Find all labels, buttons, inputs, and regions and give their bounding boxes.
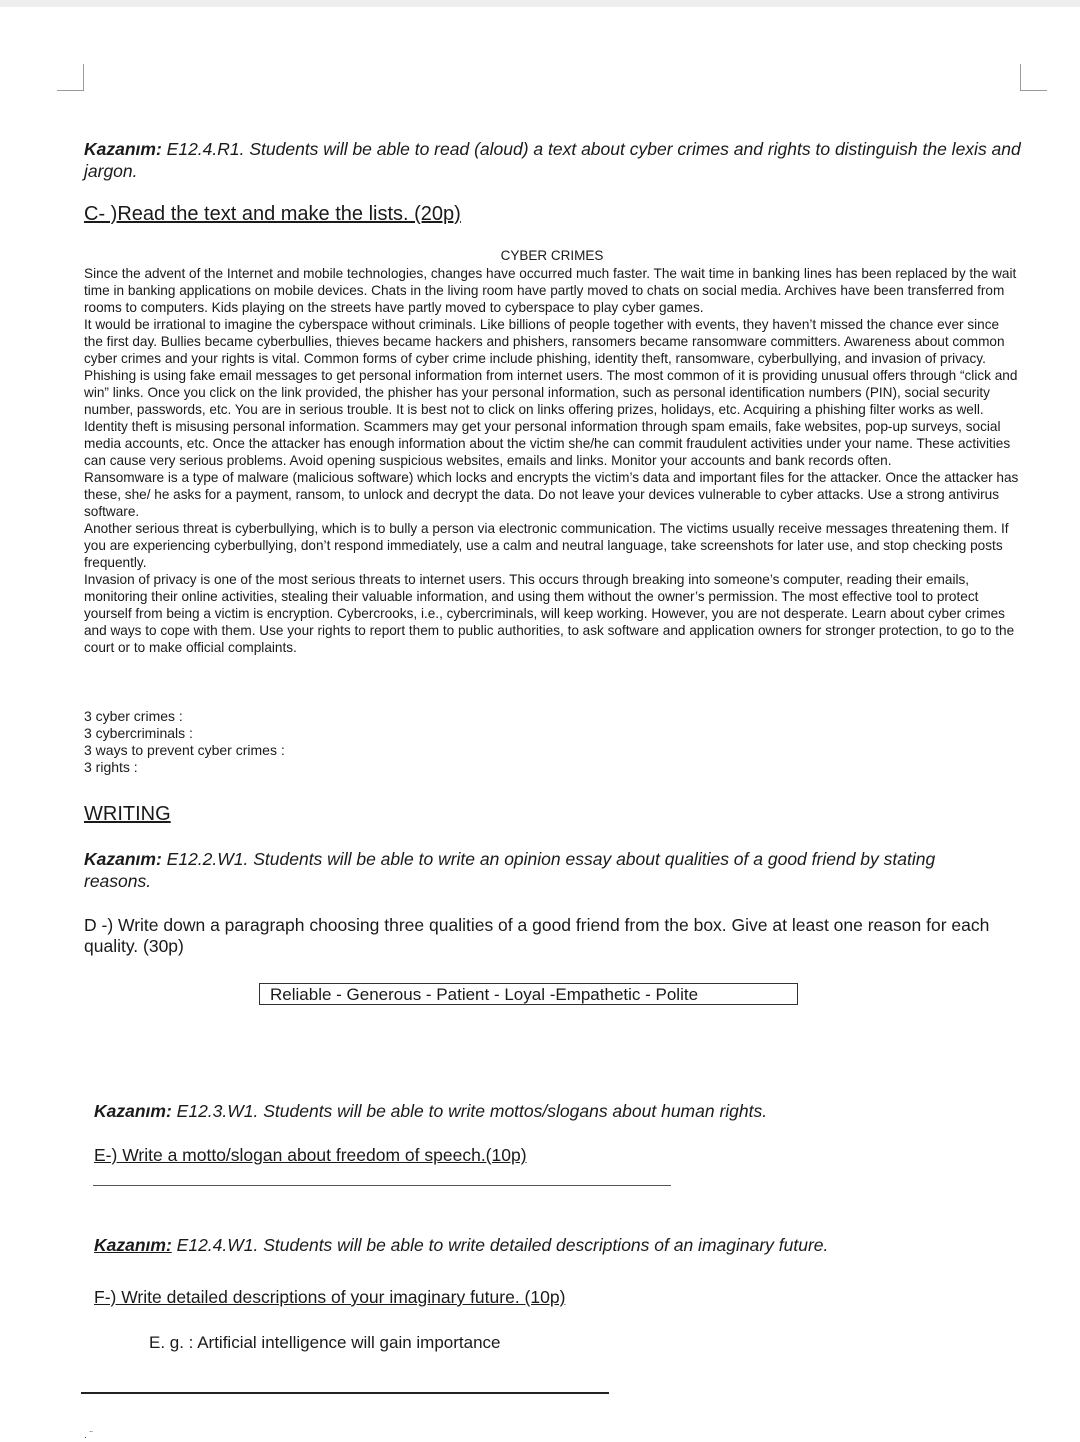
passage-paragraph: It would be irrational to imagine the cyberspace without criminals. Like billions of people together with events, they haven’t missed the chance ever since the first day. Bullies became cyberbullies, thieves became hackers and phishers, ransomers became ransomware committers. Awareness about common cyber crimes and your rights is vital. Common forms of cyber crime include phishing, identity theft, ransomware, cyberbullying, and invasion of privacy. (84, 317, 1005, 366)
passage-title: CYBER CRIMES (500, 248, 604, 263)
objective-f (94, 1234, 994, 1256)
list-prompt-rights: 3 rights : (84, 759, 138, 775)
answer-line-f[interactable] (81, 1392, 609, 1394)
passage-paragraph: Another serious threat is cyberbullying, which is to bully a person via electronic communication. The victims usually receive messages threatening them. If you are experiencing cyberbullying, don’t respond immediately, use a calm and neutral language, take screenshots for later use, and stop checking posts frequently. (84, 521, 1009, 570)
list-prompt-cyber-crimes: 3 cyber crimes : (84, 708, 183, 724)
passage-paragraph: Ransomware is a type of malware (malicious software) which locks and encrypts the victim’s data and important files for the attacker. Once the attacker has these, she/ he asks for a payment, ransom, to unlock and decrypt the data. Do not leave your devices vulnerable to cyber attacks. Use a strong antivirus software. (84, 470, 1019, 519)
passage-paragraph: Phishing is using fake email messages to get personal information from internet users. The most common of it is providing unusual offers through “click and win” links. Once you click on the link provided, the phisher has your personal information, such as personal identification numbers (PIN), social security number, passwords, etc. You are in serious trouble. It is best not to click on links offering prizes, holidays, etc. Acquiring a phishing filter works as well. Identity theft is misusing personal information. Scammers may get your personal information through spam emails, fake websites, pop-up surveys, social media accounts, etc. Once the attacker has enough information about the victim she/he can commit fraudulent activities under your name. These activities can cause very serious problems. Avoid opening suspicious websites, emails and links. Monitor your accounts and bank records often. (84, 368, 1018, 468)
section-e-heading: E-) Write a motto/slogan about freedom of speech.(10p) (94, 1145, 527, 1165)
section-f-heading: F-) Write detailed descriptions of your imaginary future. (10p) (94, 1287, 566, 1307)
writing-heading: WRITING (84, 803, 171, 825)
objective-text: E12.4.R1. Students will be able to read (aloud) a text about cyber crimes and rights to distinguish the lexis and jargon. (84, 139, 1021, 181)
qualities-box: Reliable - Generous - Patient - Loyal -Empathetic - Polite (259, 983, 798, 1005)
task-d: D -) Write down a paragraph choosing three qualities of a good friend from the box. Give at least one reason for each quality. (30p) (84, 915, 990, 956)
objective-e (94, 1100, 994, 1122)
example-sentence: E. g. : Artificial intelligence will gain importance (149, 1333, 501, 1352)
objective-c (84, 138, 1024, 182)
objective-label: Kazanım: (84, 849, 162, 869)
section-c-heading: C- )Read the text and make the lists. (20p) (84, 203, 461, 225)
objective-label: Kazanım: (84, 139, 162, 159)
passage-paragraph: Invasion of privacy is one of the most serious threats to internet users. This occurs through breaking into someone’s computer, reading their emails, monitoring their online activities, stealing their valuable information, and using them without the owner’s permission. The most effective tool to protect yourself from being a victim is encryption. Cybercrooks, i.e., cybercriminals, will keep working. However, you are not desperate. Learn about cyber crimes and ways to cope with them. Use your rights to report them to public authorities, to ask software and application owners for stronger protection, to go to the court or to make official complaints. (84, 572, 1015, 655)
objective-label: Kazanım: (94, 1235, 172, 1255)
objective-text: E12.3.W1. Students will be able to write mottos/slogans about human rights. (171, 1101, 768, 1121)
objective-text: E12.2.W1. Students will be able to write an opinion essay about qualities of a good friend by stating reasons. (84, 849, 936, 891)
objective-label: Kazanım: (94, 1101, 172, 1121)
passage-paragraph: Since the advent of the Internet and mobile technologies, changes have occurred much faster. The wait time in banking lines has been replaced by the wait time in banking applications on mobile devices. Chats in the living room have partly moved to chats on social media. Archives have been transferred from rooms to computers. Kids playing on the streets have partly moved to cyberspace to play cyber games. (84, 266, 1017, 315)
objective-d (84, 848, 984, 892)
passage (84, 265, 1020, 656)
top-bar (0, 0, 1080, 7)
page-corner-mark-right (1020, 64, 1047, 91)
list-prompt-cybercriminals: 3 cybercriminals : (84, 725, 193, 741)
page-corner-mark-left (57, 64, 84, 91)
list-prompt-prevention: 3 ways to prevent cyber crimes : (84, 742, 285, 758)
objective-text: E12.4.W1. Students will be able to write detailed descriptions of an imaginary future. (171, 1235, 829, 1255)
answer-line-e[interactable] (93, 1185, 671, 1186)
list-prompts (84, 708, 285, 776)
footer-marks: . ¨ (84, 1430, 93, 1441)
